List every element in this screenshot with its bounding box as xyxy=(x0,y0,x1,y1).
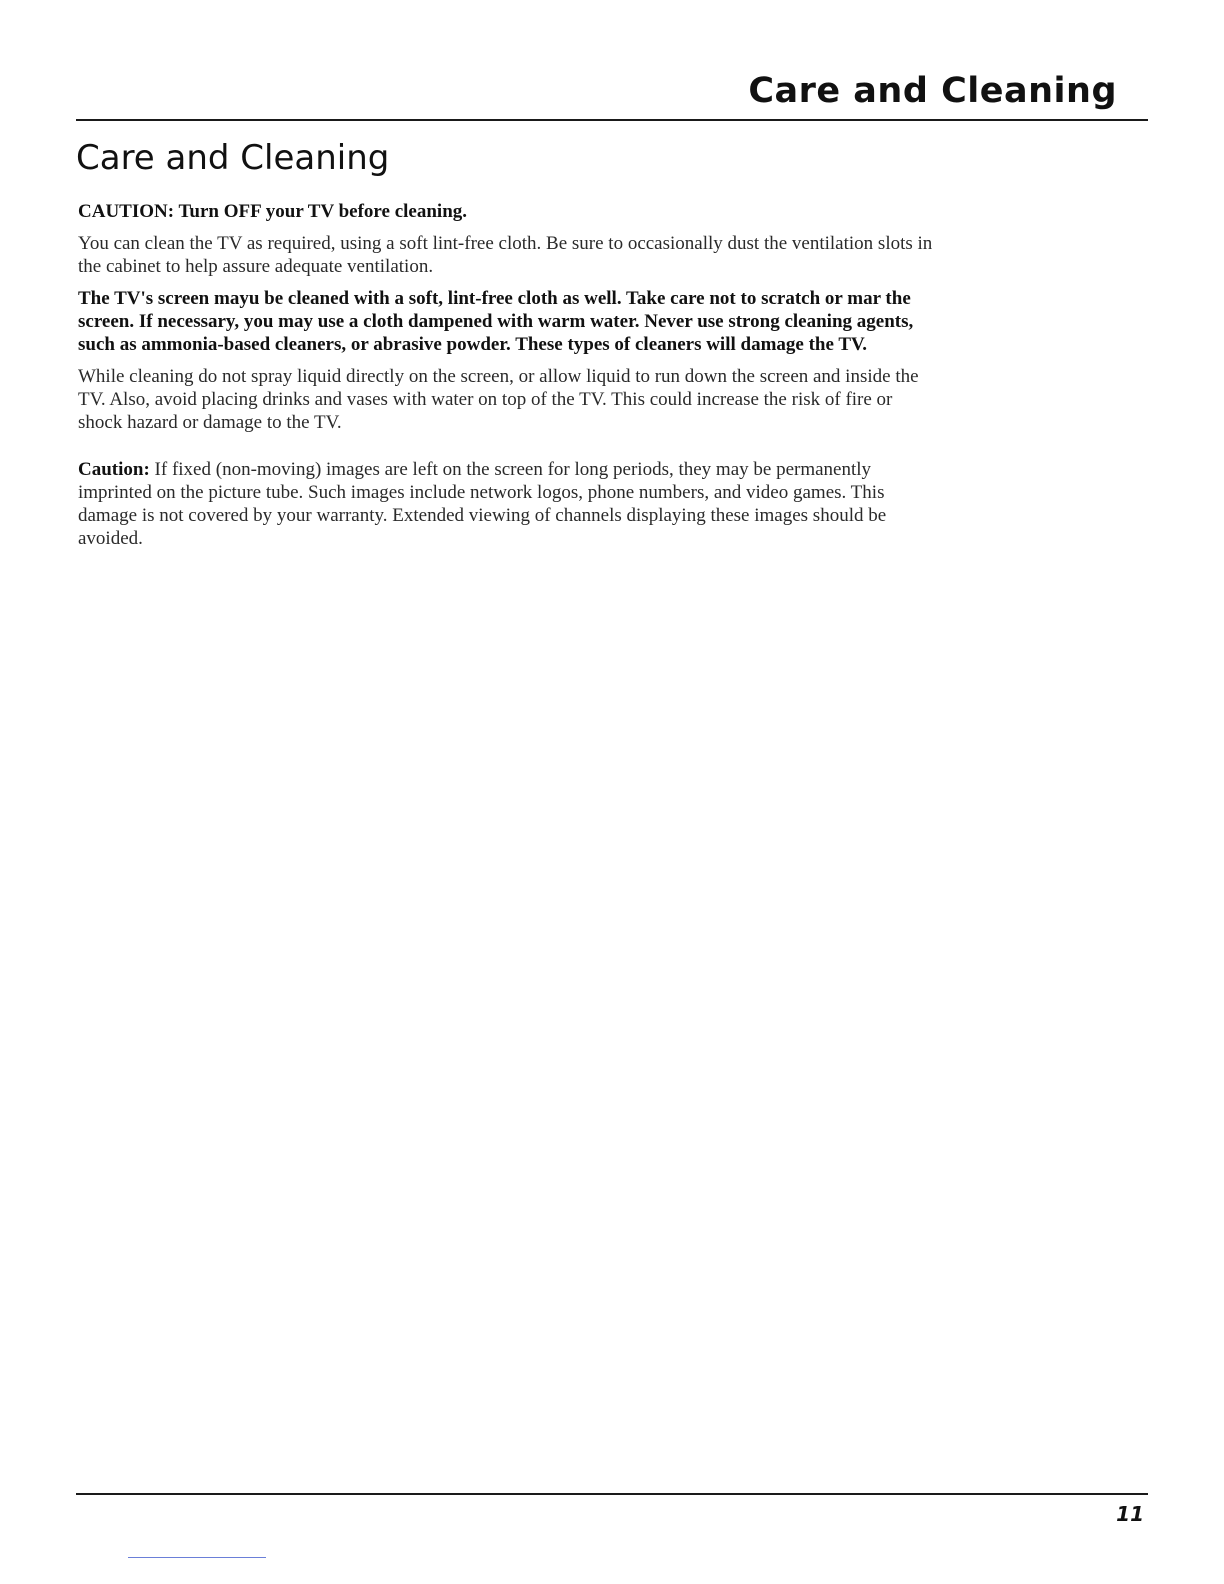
section-title: Care and Cleaning xyxy=(76,138,390,178)
page-number: 11 xyxy=(1116,1502,1144,1526)
header-divider xyxy=(76,119,1148,121)
caution-text: If fixed (non-moving) images are left on the screen for long periods, they may be permanently imprinted on the picture tube. Such images include network logos, phone numbers, and video games. This damage is not covered by your warranty. Extended viewing of channels displaying these images should be avoided. xyxy=(78,459,887,549)
paragraph-burn-in-caution xyxy=(78,458,938,550)
content-body xyxy=(78,200,938,559)
paragraph-screen-warning: The TV's screen mayu be cleaned with a soft, lint-free cloth as well. Take care not to scratch or mar the screen. If necessary, you may use a cloth dampened with warm water. Never use strong cleaning agents, such as ammonia-based cleaners, or abrasive powder. These types of cleaners will damage the TV. xyxy=(78,288,914,355)
running-header-title: Care and Cleaning xyxy=(748,71,1117,111)
paragraph-liquid-warning: While cleaning do not spray liquid directly on the screen, or allow liquid to run down the screen and inside the TV. Also, avoid placing drinks and vases with water on top of the TV. This could increase the risk of fire or shock hazard or damage to the TV. xyxy=(78,366,919,433)
caution-heading: CAUTION: Turn OFF your TV before cleaning. xyxy=(78,201,468,222)
footer-divider xyxy=(76,1493,1148,1495)
scan-artifact-line xyxy=(128,1557,266,1558)
caution-label: Caution: xyxy=(78,459,150,480)
paragraph-cleaning-cloth: You can clean the TV as required, using a soft lint-free cloth. Be sure to occasionally dust the ventilation slots in the cabinet to help assure adequate ventilation. xyxy=(78,233,933,277)
